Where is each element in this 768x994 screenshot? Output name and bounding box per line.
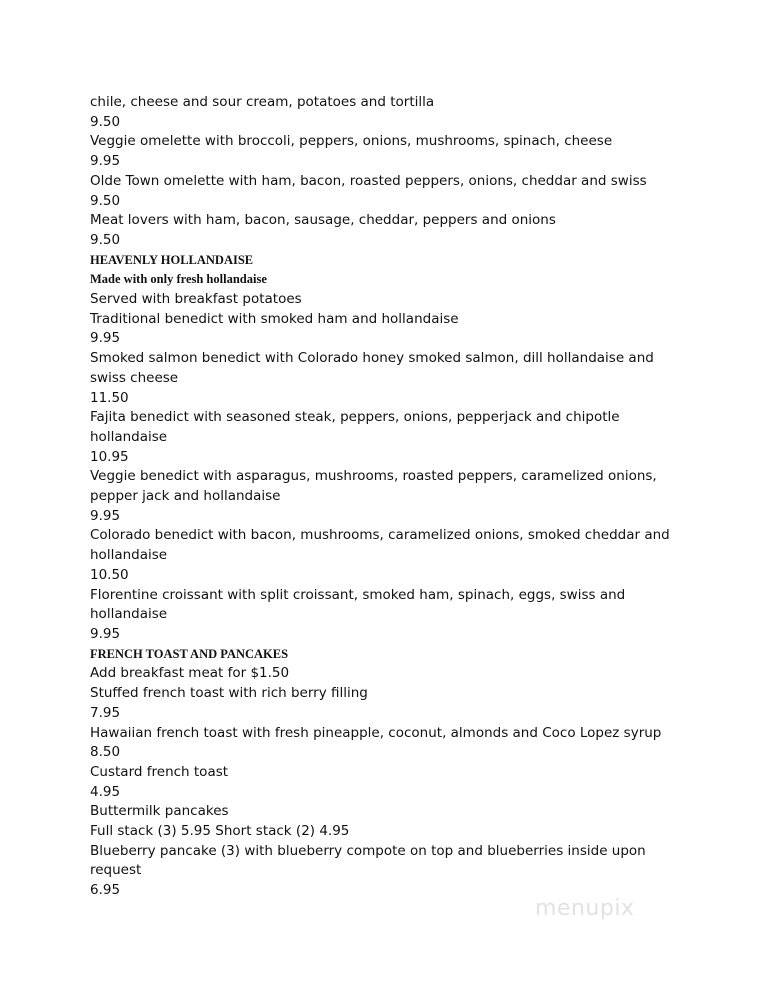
menu-line: Veggie omelette with broccoli, peppers, onions, mushrooms, spinach, cheese bbox=[90, 133, 613, 150]
menu-line: Traditional benedict with smoked ham and hollandaise bbox=[90, 310, 459, 327]
price: 8.50 bbox=[90, 744, 121, 761]
menu-line: hollandaise bbox=[90, 606, 168, 623]
section-subheading: Made with only fresh hollandaise bbox=[90, 272, 267, 287]
menu-line: Olde Town omelette with ham, bacon, roasted peppers, onions, cheddar and swiss bbox=[90, 172, 647, 189]
menu-line: Blueberry pancake (3) with blueberry compote on top and blueberries inside upon bbox=[90, 842, 646, 859]
price: 9.50 bbox=[90, 192, 121, 209]
menu-line: Buttermilk pancakes bbox=[90, 803, 229, 820]
menu-line: Florentine croissant with split croissant, smoked ham, spinach, eggs, swiss and bbox=[90, 586, 626, 603]
price: 9.95 bbox=[90, 625, 121, 642]
price: 11.50 bbox=[90, 389, 129, 406]
menu-line: Stuffed french toast with rich berry filling bbox=[90, 685, 368, 702]
menu-line: Add breakfast meat for $1.50 bbox=[90, 665, 290, 682]
price: 7.95 bbox=[90, 704, 121, 721]
menupix-watermark: menupix bbox=[535, 896, 635, 921]
menu-line: Meat lovers with ham, bacon, sausage, cheddar, peppers and onions bbox=[90, 212, 556, 229]
menu-line: hollandaise bbox=[90, 428, 168, 445]
menu-line: Colorado benedict with bacon, mushrooms, caramelized onions, smoked cheddar and bbox=[90, 527, 670, 544]
menu-page bbox=[90, 93, 690, 901]
section-heading: FRENCH TOAST AND PANCAKES bbox=[90, 646, 289, 661]
price: 10.95 bbox=[90, 448, 129, 465]
menu-line: Full stack (3) 5.95 Short stack (2) 4.95 bbox=[90, 823, 350, 840]
menu-line: hollandaise bbox=[90, 547, 168, 564]
menu-line: swiss cheese bbox=[90, 369, 179, 386]
menu-line: chile, cheese and sour cream, potatoes and tortilla bbox=[90, 94, 435, 110]
price: 9.95 bbox=[90, 330, 121, 347]
menu-line: request bbox=[90, 862, 142, 879]
price: 9.95 bbox=[90, 507, 121, 524]
price: 9.50 bbox=[90, 231, 121, 248]
menu-line: Served with breakfast potatoes bbox=[90, 291, 302, 308]
price: 6.95 bbox=[90, 882, 121, 899]
menu-line: Hawaiian french toast with fresh pineapple, coconut, almonds and Coco Lopez syrup bbox=[90, 724, 662, 741]
price: 10.50 bbox=[90, 566, 129, 583]
price: 4.95 bbox=[90, 783, 121, 800]
menu-line: pepper jack and hollandaise bbox=[90, 488, 281, 505]
menu-line: Custard french toast bbox=[90, 763, 229, 780]
menu-line: Fajita benedict with seasoned steak, peppers, onions, pepperjack and chipotle bbox=[90, 409, 620, 426]
menu-line: Veggie benedict with asparagus, mushrooms, roasted peppers, caramelized onions, bbox=[90, 468, 657, 485]
section-heading: HEAVENLY HOLLANDAISE bbox=[90, 252, 254, 267]
price: 9.95 bbox=[90, 153, 121, 170]
menu-line: Smoked salmon benedict with Colorado honey smoked salmon, dill hollandaise and bbox=[90, 350, 654, 367]
price: 9.50 bbox=[90, 113, 121, 130]
